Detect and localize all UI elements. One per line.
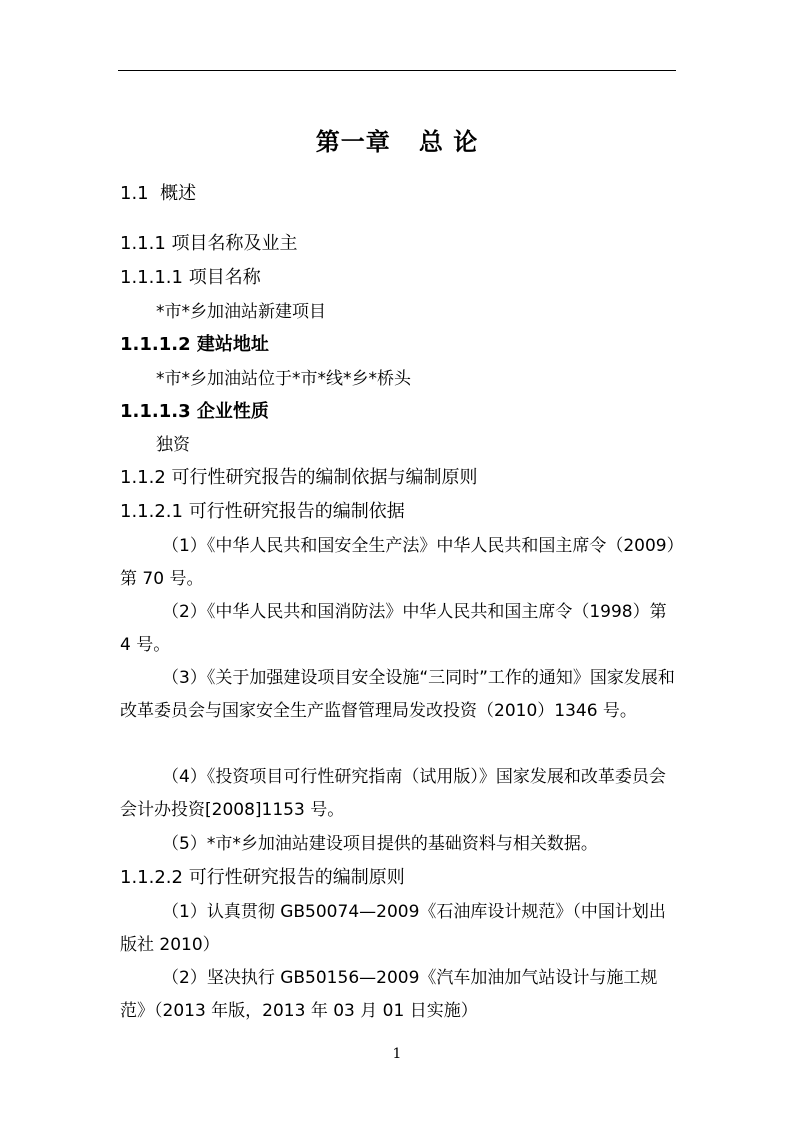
heading-1-1-2-2: 1.1.2.2 可行性研究报告的编制原则: [120, 867, 405, 888]
site-address-text: *市*乡加油站位于*市*线*乡*桥头: [156, 369, 411, 389]
basis-item-2: （2）《中华人民共和国消防法》中华人民共和国主席令（1998）第 4 号。: [120, 602, 667, 655]
heading-1-1-1-2: 1.1.1.2 建站地址: [120, 334, 269, 355]
chapter-title: 第一章 总 论: [315, 128, 479, 156]
basis-item-3: （3）《关于加强建设项目安全设施“三同时”工作的通知》国家发展和改革委员会与国家安全生产监督管理局发改投资（2010）1346 号。: [120, 668, 675, 721]
basis-item-4: （4）《投资项目可行性研究指南（试用版）》国家发展和改革委员会会计办投资[2008]1153 号。: [120, 767, 666, 820]
section-heading-1-1: 1.1 概述: [120, 183, 197, 204]
principle-item-2: （2）坚决执行 GB50156—2009《汽车加油加气站设计与施工规范》（2013 年版，2013 年 03 月 01 日实施）: [120, 968, 658, 1021]
header-rule: [118, 70, 676, 71]
heading-1-1-2-1: 1.1.2.1 可行性研究报告的编制依据: [120, 501, 405, 522]
basis-item-1: （1）《中华人民共和国安全生产法》中华人民共和国主席令（2009）第 70 号。: [120, 536, 676, 589]
heading-1-1-2: 1.1.2 可行性研究报告的编制依据与编制原则: [120, 467, 478, 488]
principle-item-1: （1）认真贯彻 GB50074—2009《石油库设计规范》（中国计划出版社 2010）: [120, 902, 666, 955]
heading-1-1-1-3: 1.1.1.3 企业性质: [120, 401, 269, 422]
heading-1-1-1-1: 1.1.1.1 项目名称: [120, 267, 261, 288]
page-number: 1: [392, 1046, 402, 1062]
basis-item-5: （5）*市*乡加油站建设项目提供的基础资料与相关数据。: [162, 834, 598, 854]
project-name-text: *市*乡加油站新建项目: [156, 302, 326, 322]
enterprise-nature-text: 独资: [156, 435, 190, 455]
heading-1-1-1: 1.1.1 项目名称及业主: [120, 233, 298, 254]
